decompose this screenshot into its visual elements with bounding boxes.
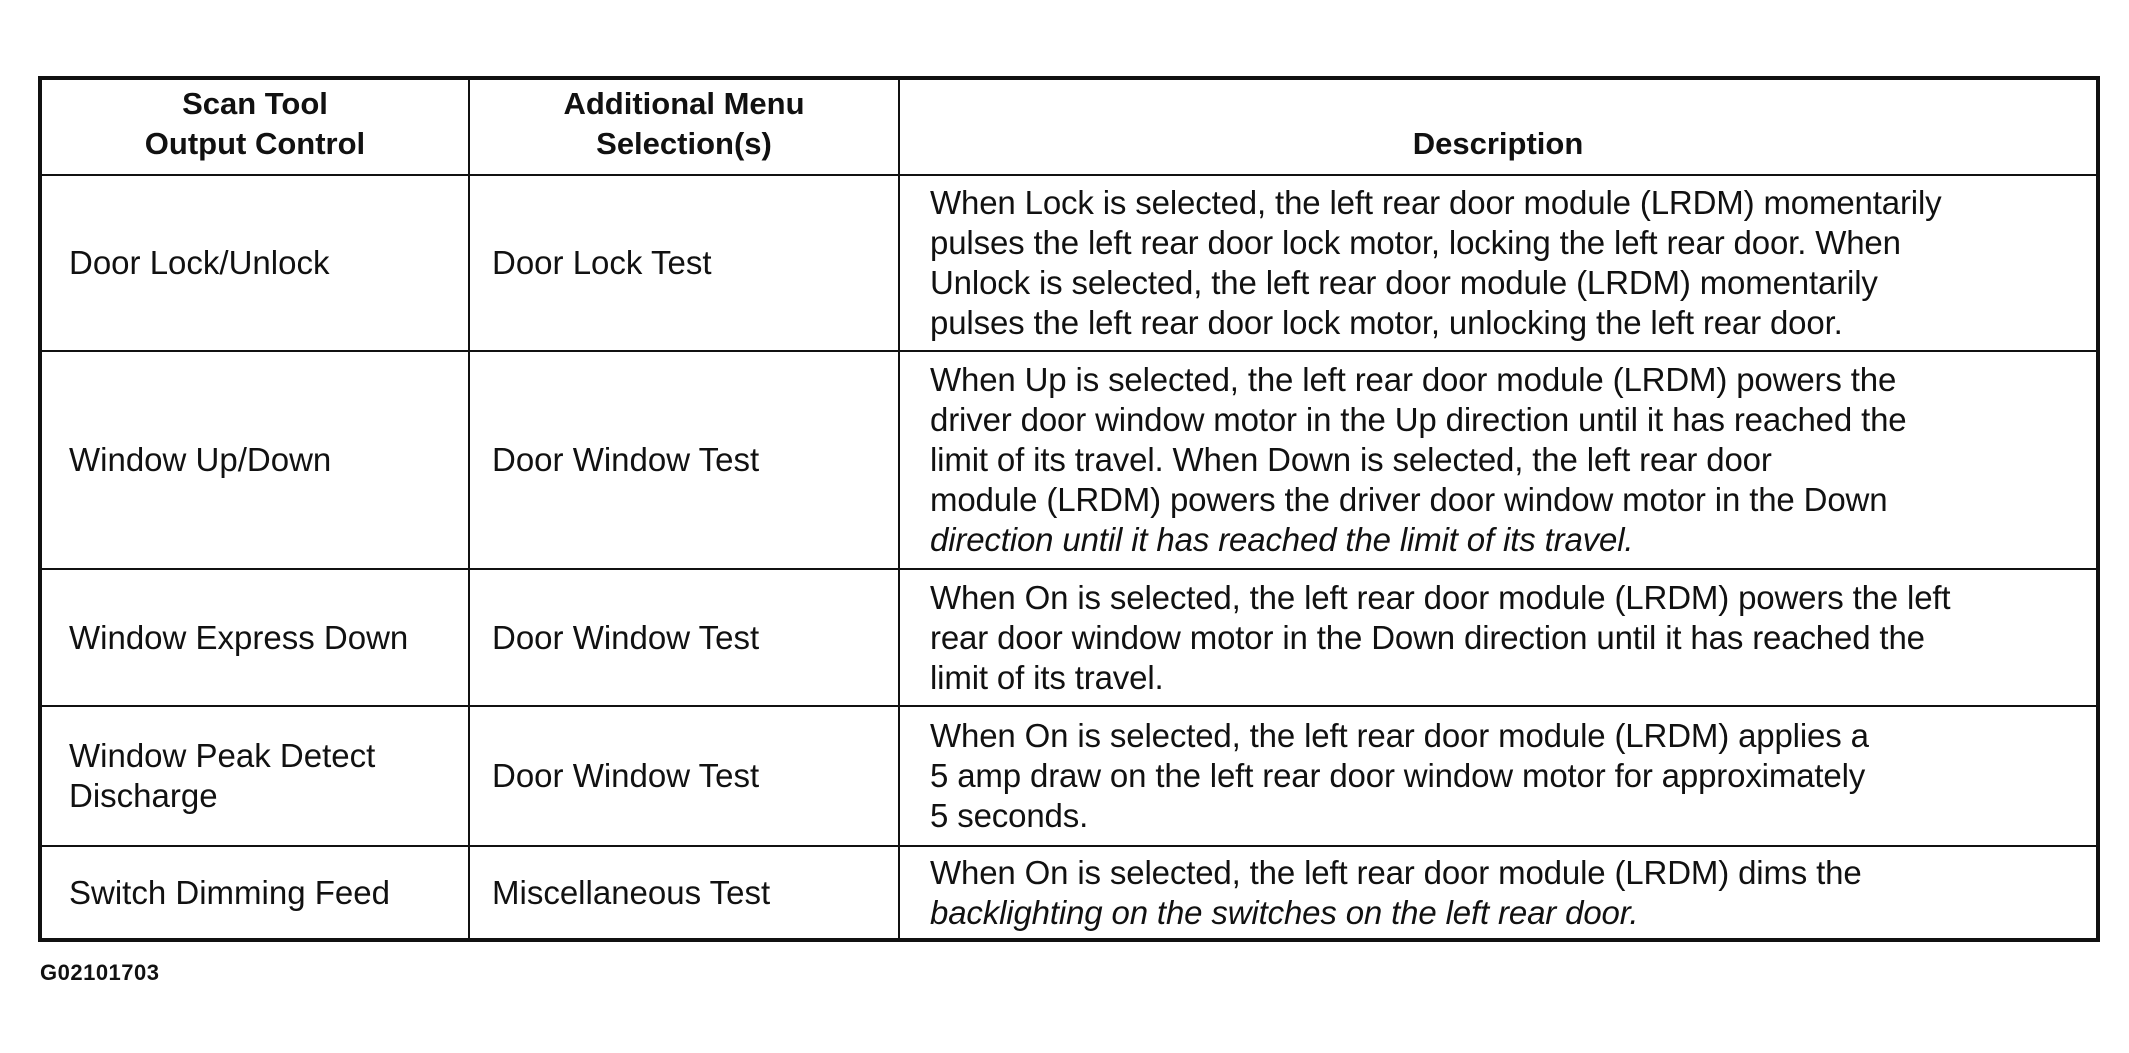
output-control-cell [40, 175, 469, 351]
menu-selection-cell [469, 846, 899, 940]
table-row [40, 175, 2098, 351]
figure-code: G02101703 [40, 960, 160, 985]
description-line: rear door window motor in the Down direction until it has reached the [930, 618, 1925, 656]
output-control-text: Door Lock/Unlock [69, 244, 330, 281]
output-control-text: Window Peak Detect [69, 737, 376, 774]
output-control-text: Switch Dimming Feed [69, 873, 390, 911]
description-cell [899, 846, 2098, 940]
output-control-text: Discharge [69, 777, 218, 814]
description-line: When Up is selected, the left rear door module (LRDM) powers the [930, 361, 1897, 398]
output-control-cell [40, 846, 469, 940]
menu-selection-text: Door Window Test [492, 441, 760, 478]
header-text: Description [1412, 126, 1584, 161]
output-control-text: Window Express Down [69, 618, 409, 656]
description-cell [899, 706, 2098, 846]
description-line: direction until it has reached the limit of its travel. [930, 521, 1634, 558]
description-line: 5 amp draw on the left rear door window motor for approximately [930, 757, 1866, 794]
menu-selection-text: Door Window Test [492, 757, 760, 794]
menu-selection-text: Door Lock Test [492, 244, 712, 281]
menu-selection-cell [469, 706, 899, 846]
description-cell [899, 351, 2098, 569]
header-description [899, 78, 2098, 175]
output-control-table [38, 76, 2100, 942]
table-row [40, 846, 2098, 940]
description-line: When On is selected, the left rear door module (LRDM) applies a [930, 717, 1869, 754]
description-line: backlighting on the switches on the left rear door. [930, 893, 1639, 931]
description-cell [899, 175, 2098, 351]
menu-selection-cell [469, 569, 899, 706]
description-line: 5 seconds. [930, 797, 1089, 834]
header-additional-menu-selections [469, 78, 899, 175]
description-line: When Lock is selected, the left rear door module (LRDM) momentarily [930, 184, 1942, 221]
description-line: module (LRDM) powers the driver door window motor in the Down [930, 481, 1888, 518]
description-line: When On is selected, the left rear door module (LRDM) dims the [930, 853, 1862, 891]
output-control-text: Window Up/Down [69, 441, 332, 478]
table-header-row [40, 78, 2098, 175]
header-text: Selection(s) [596, 126, 772, 161]
description-line: limit of its travel. When Down is selected, the left rear door [930, 441, 1772, 478]
header-text: Additional Menu [563, 86, 805, 121]
description-line: limit of its travel. [930, 658, 1164, 696]
menu-selection-text: Miscellaneous Test [492, 873, 771, 911]
description-line: driver door window motor in the Up direction until it has reached the [930, 401, 1907, 438]
header-text: Output Control [144, 126, 366, 161]
menu-selection-cell [469, 351, 899, 569]
table-row [40, 569, 2098, 706]
menu-selection-cell [469, 175, 899, 351]
description-line: pulses the left rear door lock motor, locking the left rear door. When [930, 224, 1901, 261]
output-control-cell [40, 351, 469, 569]
description-line: Unlock is selected, the left rear door module (LRDM) momentarily [930, 264, 1878, 301]
table-row [40, 351, 2098, 569]
output-control-cell [40, 569, 469, 706]
description-line: When On is selected, the left rear door module (LRDM) powers the left [930, 578, 1951, 616]
table-row [40, 706, 2098, 846]
description-cell [899, 569, 2098, 706]
header-scan-tool-output-control [40, 78, 469, 175]
description-line: pulses the left rear door lock motor, unlocking the left rear door. [930, 304, 1843, 341]
menu-selection-text: Door Window Test [492, 618, 760, 656]
output-control-cell [40, 706, 469, 846]
header-text: Scan Tool [182, 86, 328, 121]
